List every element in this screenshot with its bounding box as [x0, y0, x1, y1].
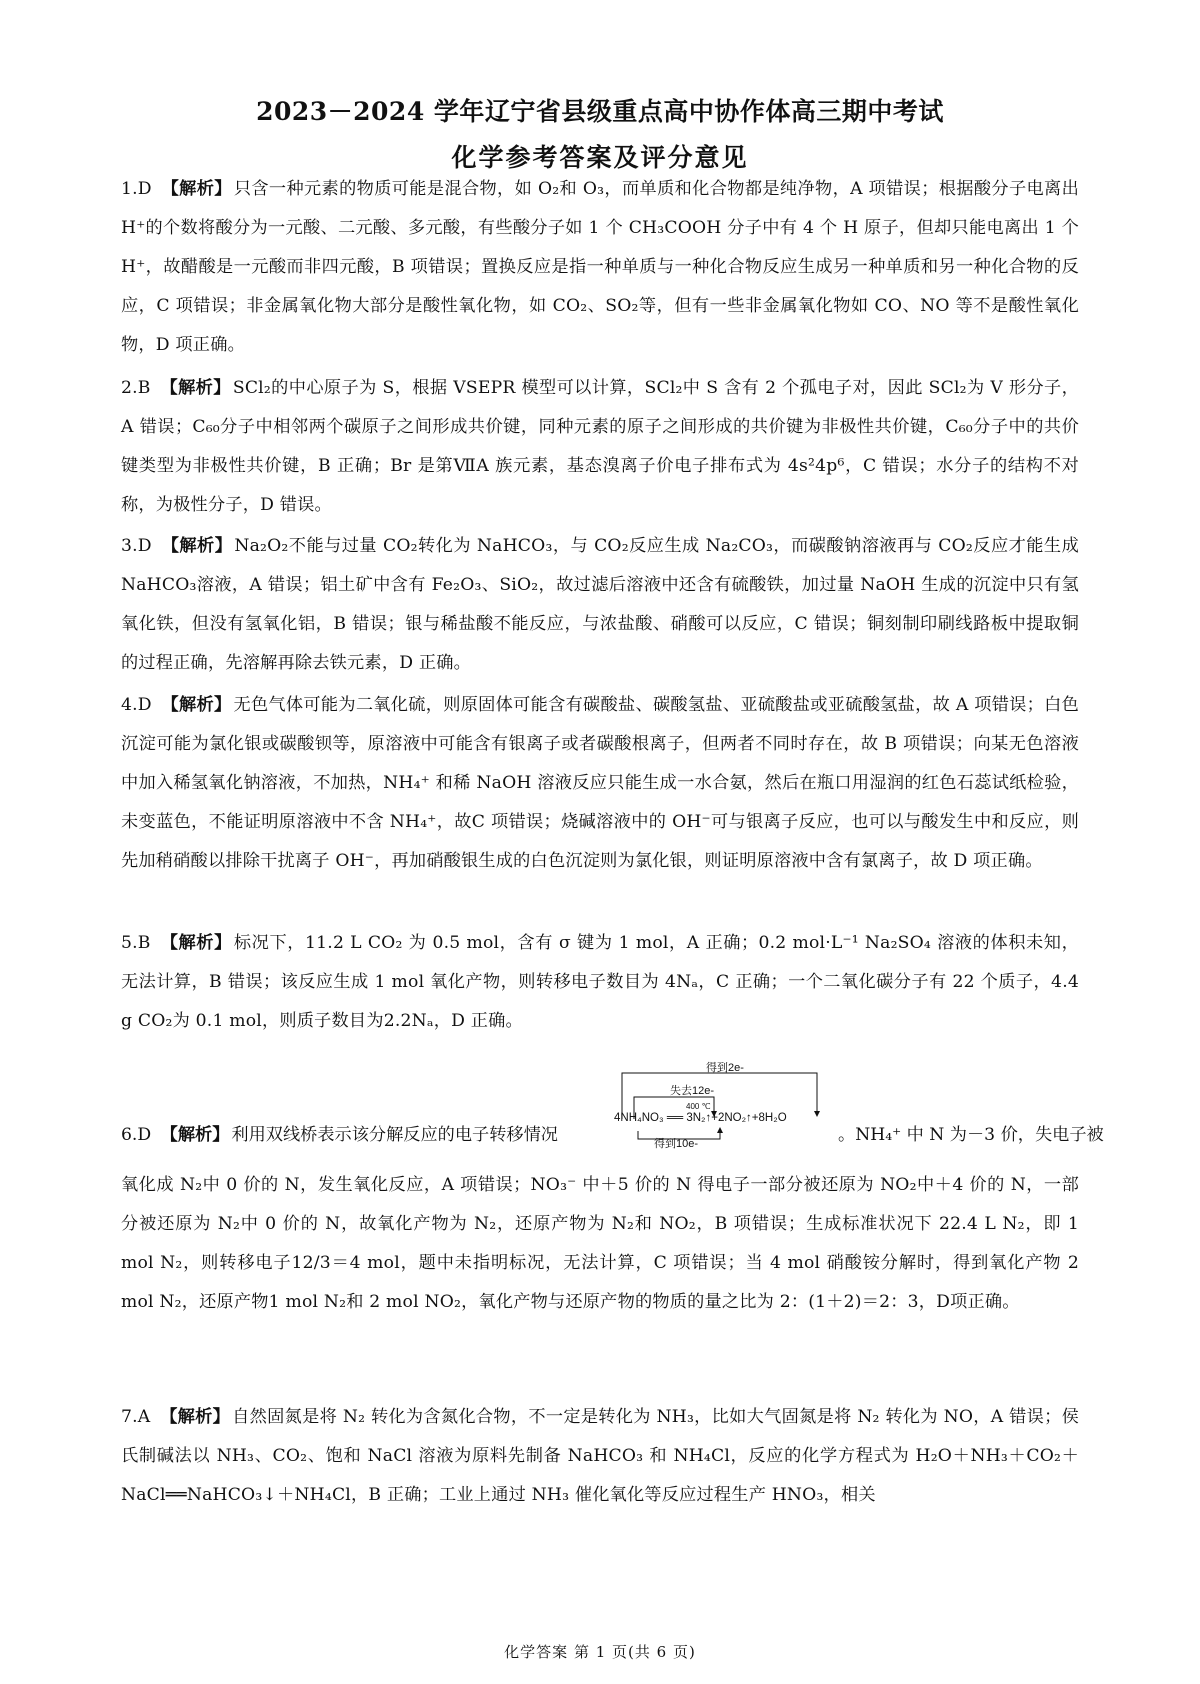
analysis-tag: 【解析】 [160, 1125, 230, 1145]
answer-item-5 [121, 924, 1079, 1041]
lose-12e-label: 失去12e- [670, 1085, 715, 1097]
answer-item-6-after: 。NH₄⁺ 中 N 为－3 价，失电子被 [838, 1125, 1104, 1145]
answer-number: 2.B [121, 378, 151, 398]
answer-lead-text: 利用双线桥表示该分解反应的电子转移情况 [231, 1125, 558, 1145]
analysis-tag: 【解析】 [160, 1407, 231, 1427]
answer-text: 无色气体可能为二氧化硫，则原固体可能含有碳酸盐、碳酸氢盐、亚硫酸盐或亚硫酸氢盐，故 A 项错误；白色沉淀可能为氯化银或碳酸钡等，原溶液中可能含有银离子或者碳酸根离子，但两者不同时存在，故 B 项错误；向某无色溶液中加入稀氢氧化钠溶液，不加热，NH₄⁺ 和稀 NaOH 溶液反应只能生成一水合氨，然后在瓶口用湿润的红色石蕊试纸检验，未变蓝色，不能证明原溶液中不含 NH₄⁺，故C 项错误；烧碱溶液中的 OH⁻可与银离子反应，也可以与酸发生中和反应，则先加稍硝酸以排除干扰离子 OH⁻，再加硝酸银生成的白色沉淀则为氯化银，则证明原溶液中含有氯离子，故 D 项正确。 [121, 695, 1079, 871]
page-title: 2023－2024 学年辽宁省县级重点高中协作体高三期中考试 [256, 97, 944, 126]
answer-item-6-lead [121, 1120, 558, 1145]
analysis-tag: 【解析】 [161, 695, 232, 715]
answer-item-4 [121, 686, 1079, 881]
answer-number: 4.D [121, 695, 152, 715]
answer-item-3 [121, 527, 1079, 683]
answer-number: 3.D [121, 536, 152, 556]
analysis-tag: 【解析】 [160, 933, 232, 953]
gain-2e-label: 得到2e- [706, 1062, 744, 1074]
reaction-equation: 4NH₄NO₃ ══ 3N₂↑+2NO₂↑+8H₂O [614, 1112, 787, 1124]
answer-text: 只含一种元素的物质可能是混合物，如 O₂和 O₃，而单质和化合物都是纯净物，A 项错误；根据酸分子电离出 H⁺的个数将酸分为一元酸、二元酸、多元酸，有些酸分子如 1 个 CH₃COOH 分子中有 4 个 H 原子，但却只能电离出 1 个 H⁺，故醋酸是一元酸而非四元酸，B 项错误；置换反应是指一种单质与一种化合物反应生成另一种单质和另一种化合物的反应，C 项错误；非金属氧化物大部分是酸性氧化物，如 CO₂、SO₂等，但有一些非金属氧化物如 CO、NO 等不是酸性氧化物，D 项正确。 [121, 179, 1079, 355]
answer-text: 氧化成 N₂中 0 价的 N，发生氧化反应，A 项错误；NO₃⁻ 中＋5 价的 N 得电子一部分被还原为 NO₂中＋4 价的 N，一部分被还原为 N₂中 0 价的 N，故氧化产物为 N₂，还原产物为 N₂和 NO₂，B 项错误；生成标准状况下 22.4 L N₂，即 1 mol N₂，则转移电子12/3＝4 mol，题中未指明标况，无法计算，C 项错误；当 4 mol 硝酸铵分解时，得到氧化产物 2 mol N₂，还原产物1 mol N₂和 2 mol NO₂，氧化产物与还原产物的物质的量之比为 2：(1＋2)＝2：3，D项正确。 [121, 1175, 1079, 1312]
answer-item-6-body [121, 1166, 1079, 1322]
answer-text: Na₂O₂不能与过量 CO₂转化为 NaHCO₃，与 CO₂反应生成 Na₂CO₃，而碳酸钠溶液再与 CO₂反应才能生成 NaHCO₃溶液，A 错误；铝土矿中含有 Fe₂O₃、SiO₂，故过滤后溶液中还含有硫酸铁，加过量 NaOH 生成的沉淀中只有氢氧化铁，但没有氢氧化铝，B 错误；银与稀盐酸不能反应，与浓盐酸、硝酸可以反应，C 错误；铜刻制印刷线路板中提取铜的过程正确，先溶解再除去铁元素，D 正确。 [121, 536, 1079, 673]
answer-number: 6.D [121, 1125, 152, 1145]
answer-text: 标况下，11.2 L CO₂ 为 0.5 mol，含有 σ 键为 1 mol，A 正确；0.2 mol·L⁻¹ Na₂SO₄ 溶液的体积未知，无法计算，B 错误；该反应生成 1 mol 氧化产物，则转移电子数目为 4Nₐ，C 正确；一个二氧化碳分子有 22 个质子，4.4 g CO₂为 0.1 mol，则质子数目为2.2Nₐ，D 正确。 [121, 933, 1079, 1031]
answer-number: 5.B [121, 933, 151, 953]
answer-text: 自然固氮是将 N₂ 转化为含氮化合物，不一定是转化为 NH₃，比如大气固氮是将 N₂ 转化为 NO，A 错误；侯氏制碱法以 NH₃、CO₂、饱和 NaCl 溶液为原料先制备 NaHCO₃ 和 NH₄Cl，反应的化学方程式为 H₂O＋NH₃＋CO₂＋NaCl══NaHCO₃↓＋NH₄Cl，B 正确；工业上通过 NH₃ 催化氧化等反应过程生产 HNO₃，相关 [121, 1407, 1079, 1505]
analysis-tag: 【解析】 [161, 536, 233, 556]
answer-text: SCl₂的中心原子为 S，根据 VSEPR 模型可以计算，SCl₂中 S 含有 2 个孤电子对，因此 SCl₂为 V 形分子，A 错误；C₆₀分子中相邻两个碳原子之间形成共价键，同种元素的原子之间形成的共价键为非极性共价键，C₆₀分子中的共价键类型为非极性共价键，B 正确；Br 是第ⅦA 族元素，基态溴离子价电子排布式为 4s²4p⁶，C 错误；水分子的结构不对称，为极性分子，D 错误。 [121, 378, 1079, 515]
analysis-tag: 【解析】 [161, 179, 232, 199]
gain-10e-label: 得到10e- [654, 1138, 699, 1150]
answer-item-2 [121, 369, 1079, 525]
page-subtitle: 化学参考答案及评分意见 [451, 143, 749, 172]
answer-number: 7.A [121, 1407, 151, 1427]
electron-transfer-diagram [614, 1059, 836, 1150]
analysis-tag: 【解析】 [160, 378, 231, 398]
answer-number: 1.D [121, 179, 152, 199]
answer-item-1 [121, 170, 1079, 365]
condition-label: 400 ℃ [686, 1102, 711, 1111]
answer-item-7 [121, 1398, 1079, 1515]
page-footer: 化学答案 第 1 页(共 6 页) [504, 1643, 696, 1661]
